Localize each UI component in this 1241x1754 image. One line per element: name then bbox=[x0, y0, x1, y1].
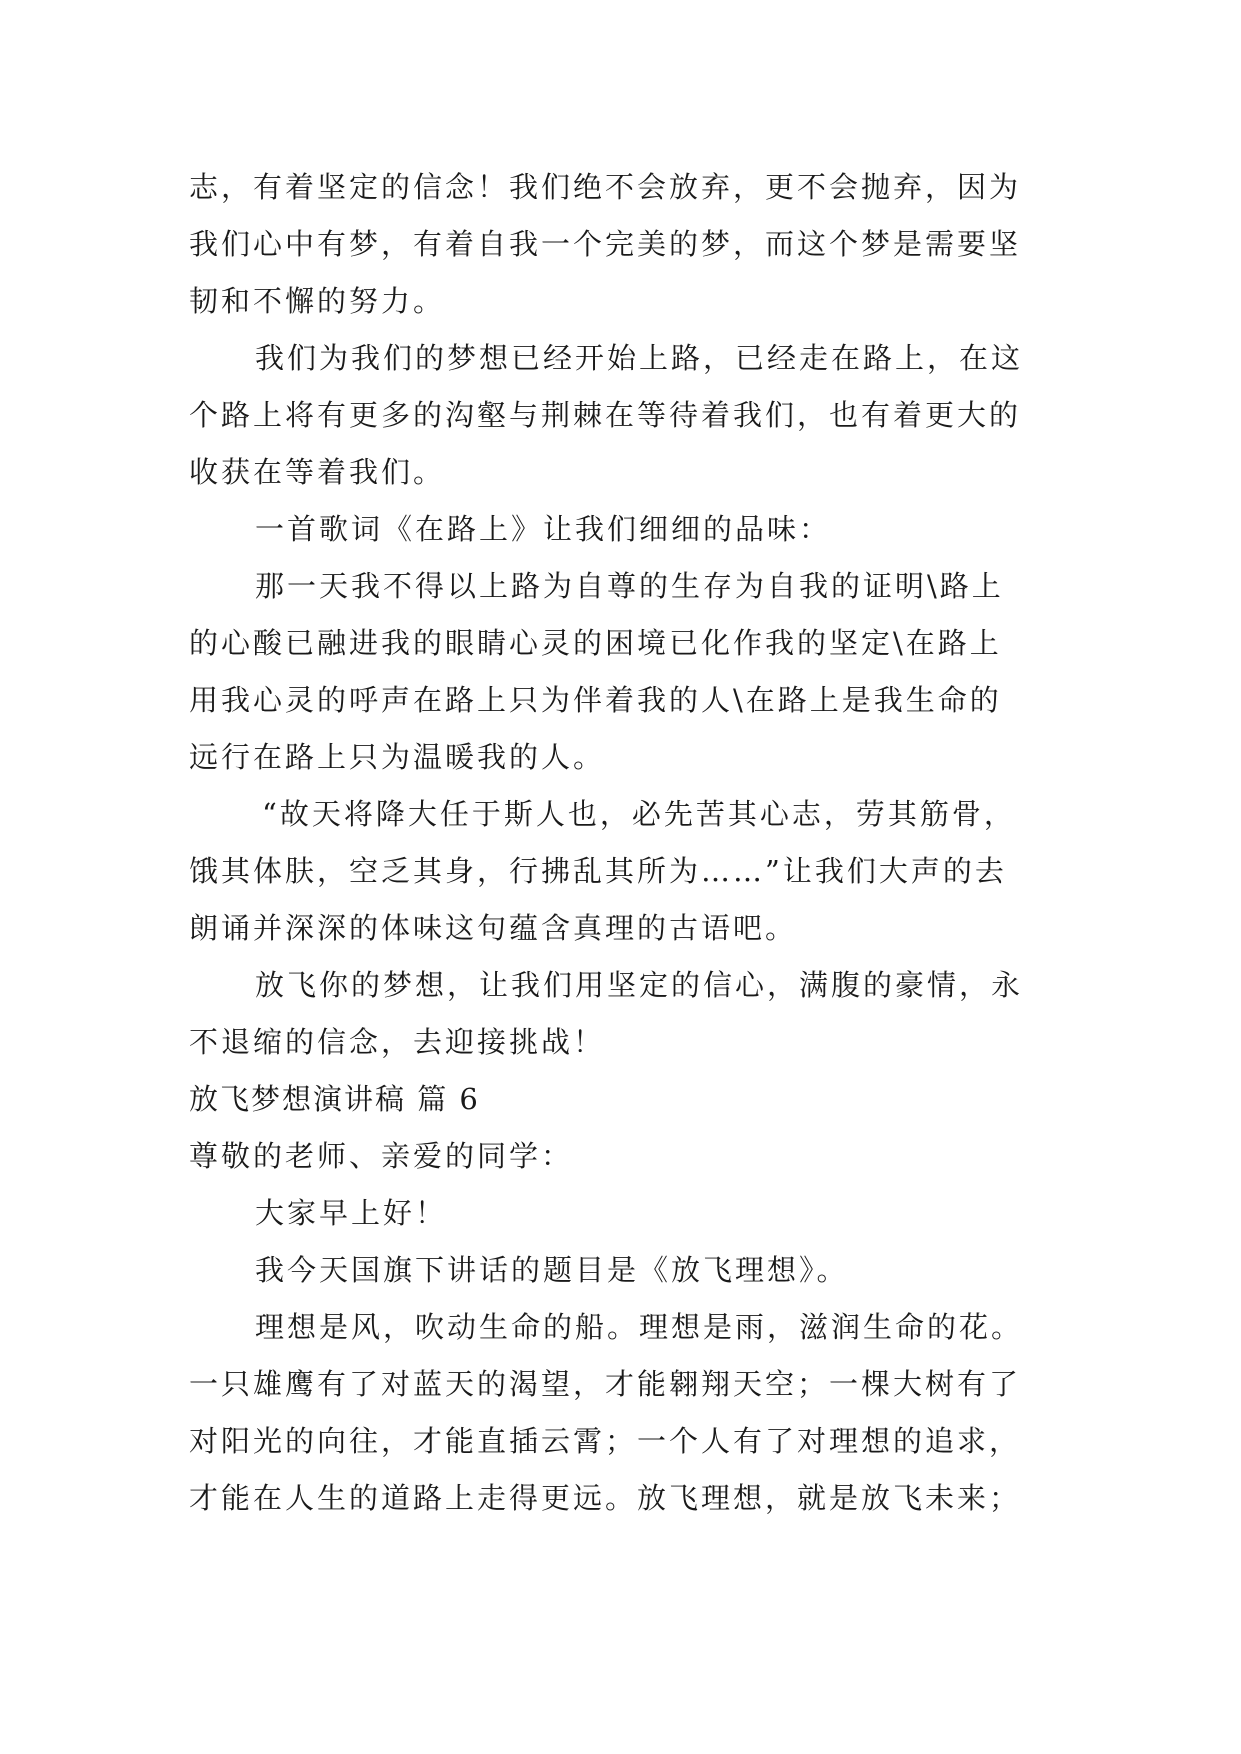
text-line: 一首歌词《在路上》让我们细细的品味： bbox=[255, 512, 832, 546]
text-line: 不退缩的信念，去迎接挑战！ bbox=[189, 1025, 606, 1059]
text-line: 的心酸已融进我的眼睛心灵的困境已化作我的坚定\在路上 bbox=[189, 626, 1002, 660]
text-line: 个路上将有更多的沟壑与荆棘在等待着我们，也有着更大的 bbox=[189, 398, 1022, 432]
text-line: 大家早上好！ bbox=[255, 1196, 448, 1230]
text-line: 那一天我不得以上路为自尊的生存为自我的证明\路上 bbox=[255, 569, 1004, 603]
text-line: 收获在等着我们。 bbox=[189, 455, 446, 489]
text-line: 饿其体肤，空乏其身，行拂乱其所为……”让我们大声的去 bbox=[189, 854, 1007, 888]
text-line: “故天将降大任于斯人也，必先苦其心志，劳其筋骨， bbox=[262, 797, 1016, 831]
text-line: 放飞你的梦想，让我们用坚定的信心，满腹的豪情，永 bbox=[255, 968, 1024, 1002]
text-line: 韧和不懈的努力。 bbox=[189, 284, 446, 318]
text-line: 志，有着坚定的信念！我们绝不会放弃，更不会抛弃，因为 bbox=[189, 170, 1022, 204]
text-line: 一只雄鹰有了对蓝天的渴望，才能翱翔天空；一棵大树有了 bbox=[189, 1367, 1022, 1401]
text-line: 才能在人生的道路上走得更远。放飞理想，就是放飞未来； bbox=[189, 1481, 1022, 1515]
text-line: 远行在路上只为温暖我的人。 bbox=[189, 740, 606, 774]
text-line: 我们心中有梦，有着自我一个完美的梦，而这个梦是需要坚 bbox=[189, 227, 1022, 261]
section-heading: 放飞梦想演讲稿 篇 6 bbox=[189, 1082, 480, 1116]
text-line: 用我心灵的呼声在路上只为伴着我的人\在路上是我生命的 bbox=[189, 683, 1002, 717]
text-line: 朗诵并深深的体味这句蕴含真理的古语吧。 bbox=[189, 911, 798, 945]
text-line: 理想是风，吹动生命的船。理想是雨，滋润生命的花。 bbox=[255, 1310, 1024, 1344]
text-line: 对阳光的向往，才能直插云霄；一个人有了对理想的追求， bbox=[189, 1424, 1022, 1458]
text-line: 我今天国旗下讲话的题目是《放飞理想》。 bbox=[255, 1253, 849, 1287]
salutation: 尊敬的老师、亲爱的同学： bbox=[189, 1139, 574, 1173]
text-line: 我们为我们的梦想已经开始上路，已经走在路上，在这 bbox=[255, 341, 1024, 375]
